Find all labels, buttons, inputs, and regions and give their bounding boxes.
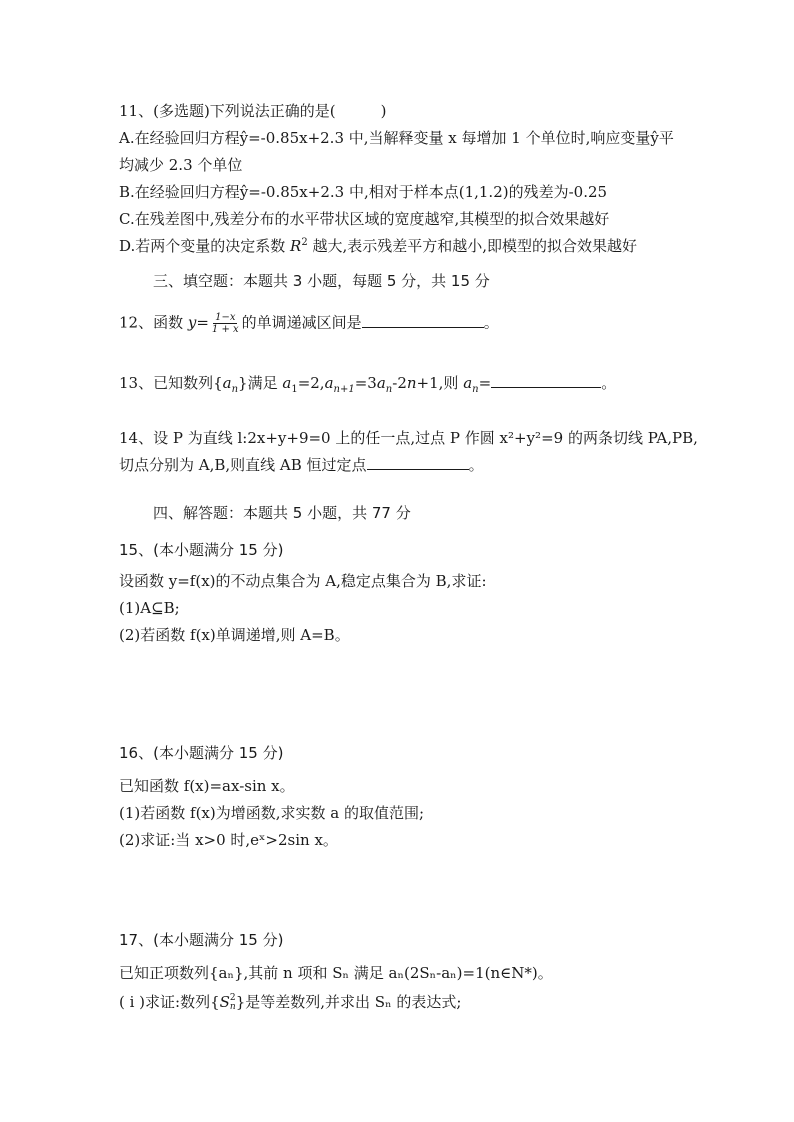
q14-line2: 切点分别为 A,B,则直线 AB 恒过定点 。 — [119, 456, 484, 474]
section-solve-heading: 四、解答题：本题共 5 小题，共 77 分 — [153, 504, 411, 522]
q15-line1: 设函数 y=f(x)的不动点集合为 A,稳定点集合为 B,求证: — [119, 572, 487, 590]
q12-question: 12、函数 y= $\frac{1-x}{1 + x}$ 的单调递减区间是 。 — [119, 312, 499, 335]
section-fill-in-heading: 三、填空题：本题共 3 小题，每题 5 分，共 15 分 — [153, 272, 490, 290]
q13-answer-blank — [491, 373, 601, 388]
q16-heading: 16、(本小题满分 15 分) — [119, 744, 284, 762]
q14-answer-blank — [367, 455, 469, 470]
q11-option-b: B.在经验回归方程ŷ=-0.85x+2.3 中,相对于样本点(1,1.2)的残差为-0.25 — [119, 183, 608, 201]
q15-heading: 15、(本小题满分 15 分) — [119, 541, 284, 559]
q16-part1: (1)若函数 f(x)为增函数,求实数 a 的取值范围; — [119, 804, 425, 822]
q15-part1: (1)A⊆B; — [119, 599, 180, 617]
q15-part2: (2)若函数 f(x)单调递增,则 A=B。 — [119, 626, 350, 644]
q11-option-a-line1: A.在经验回归方程ŷ=-0.85x+2.3 中,当解释变量 x 每增加 1 个单位时,响应变量ŷ平 — [119, 129, 674, 147]
q11-option-d: D.若两个变量的决定系数 $R^2$ 越大,表示残差平方和越小,即模型的拟合效果越好 — [119, 237, 638, 255]
q12-answer-blank — [362, 313, 484, 328]
q11-option-a-line2: 均减少 2.3 个单位 — [119, 156, 243, 174]
q14-line1: 14、设 P 为直线 l:2x+y+9=0 上的任一点,过点 P 作圆 x²+y²=9 的两条切线 PA,PB, — [119, 429, 698, 447]
q16-part2: (2)求证:当 x>0 时,eˣ>2sin x。 — [119, 831, 338, 849]
q11-stem: 11、(多选题)下列说法正确的是( ) — [119, 102, 387, 120]
q13-question: 13、已知数列$\{a_n\}$满足 $a_1=2,a_{n+1}=3a_n-2n+1$,则 $a_n=$ 。 — [119, 374, 617, 395]
q17-heading: 17、(本小题满分 15 分) — [119, 931, 284, 949]
q11-option-c: C.在残差图中,残差分布的水平带状区域的宽度越窄,其模型的拟合效果越好 — [119, 210, 610, 228]
q12-fraction: $\frac{1-x}{1 + x}$ — [211, 312, 239, 335]
q17-part1: ( i )求证:数列{S 2 n }是等差数列,并求出 Sₙ 的表达式; — [119, 993, 462, 1012]
q16-line1: 已知函数 f(x)=ax-sin x。 — [119, 777, 295, 795]
q17-line1: 已知正项数列{aₙ},其前 n 项和 Sₙ 满足 aₙ(2Sₙ-aₙ)=1(n∈N*)。 — [119, 964, 553, 982]
